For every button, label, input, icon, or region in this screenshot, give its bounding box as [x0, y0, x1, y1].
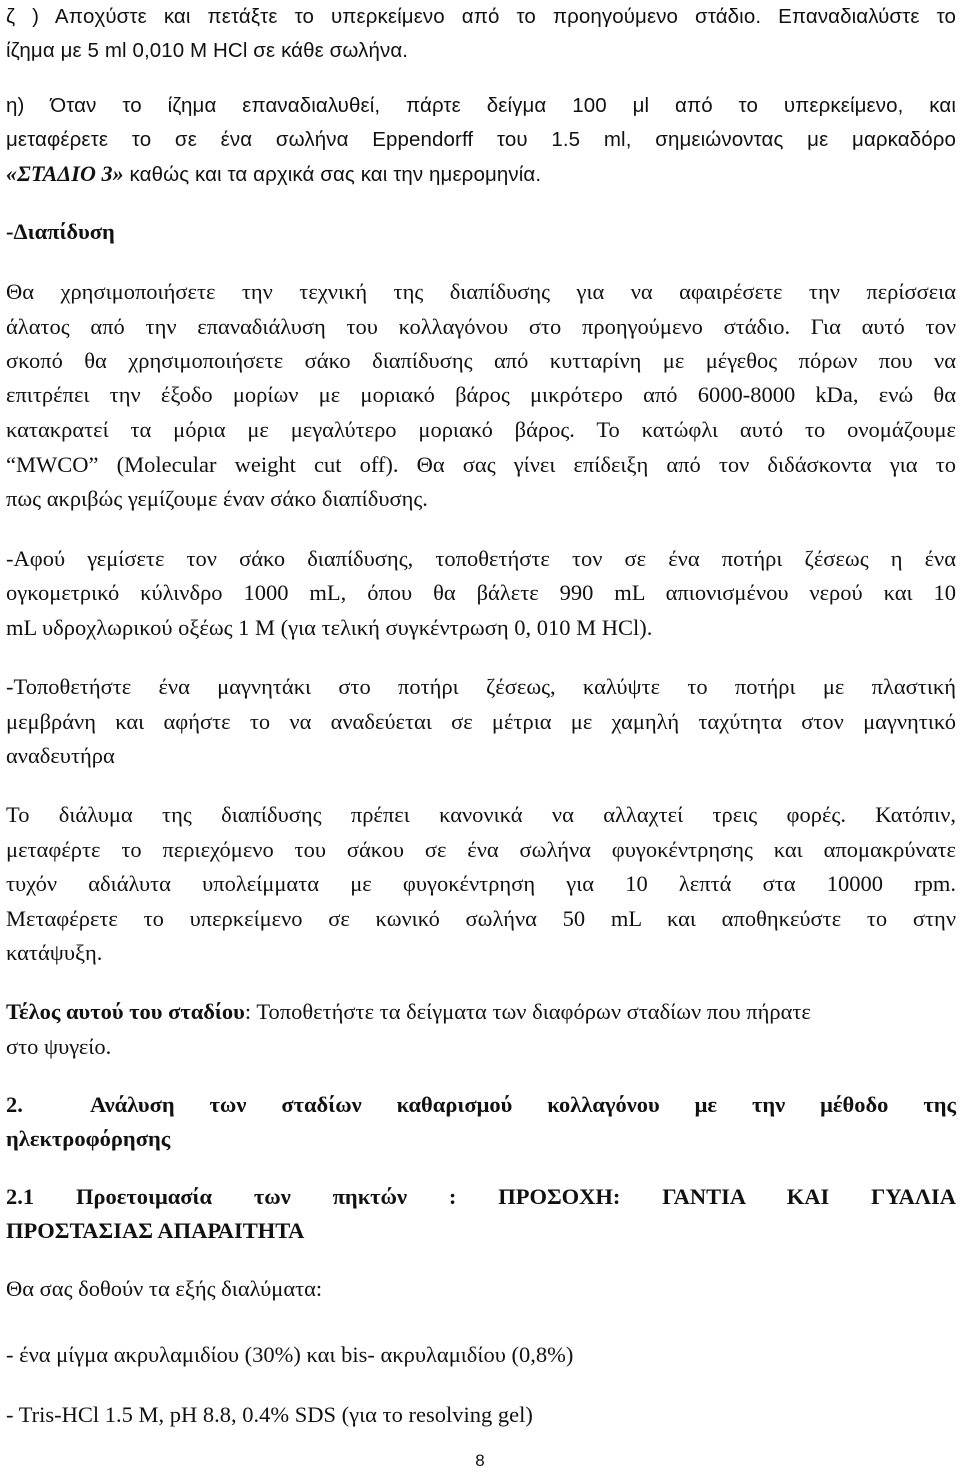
step-h-line-3-text: καθώς και τα αρχικά σας και την ημερομηνία.	[123, 163, 542, 186]
change-solution-line-4: Μεταφέρετε το υπερκείμενο σε κωνικό σωλήνα 50 mL και αποθηκεύστε το στην	[6, 906, 956, 931]
dialysis-paragraph-line-3: σκοπό θα χρησιμοποιήσετε σάκο διαπίδυσης από κυτταρίνη με μέγεθος πόρων που να	[6, 348, 956, 373]
solutions-intro: Θα σας δοθούν τα εξής διαλύματα:	[6, 1276, 323, 1301]
step-z-line-1: ζ ) Απoχύστε και πετάξτε το υπερκείμενο από το προηγούμενο στάδιο. Επαναδιαλύστε το	[6, 5, 956, 28]
section-2-title: Ανάλυση των σταδίων καθαρισμού κολλαγόνου με την μέθοδο της	[90, 1092, 956, 1117]
stir-bar-line-3: αναδευτήρα	[6, 743, 115, 768]
section-2-1-heading-line-1: 2.1 Προετοιμασία των πηκτών : ΠΡΟΣΟΧΗ: ΓΑΝΤΙΑ ΚΑΙ ΓΥΑΛΙΑ	[6, 1184, 956, 1209]
solution-item-acrylamide: - ένα μίγμα ακρυλαμιδίου (30%) και bis- ακρυλαμιδίου (0,8%)	[6, 1342, 574, 1367]
end-of-stage-text: : Τοποθετήστε τα δείγματα των διαφόρων σταδίων που πήρατε	[244, 999, 811, 1024]
stir-bar-line-2: μεμβράνη και αφήστε το να αναδεύεται σε μέτρια με χαμηλή ταχύτητα στον μαγνητικό	[6, 709, 956, 734]
step-h-line-3	[6, 157, 956, 192]
dialysis-paragraph-line-1: Θα χρησιμοποιήσετε την τεχνική της διαπίδυσης για να αφαιρέσετε την περίσσεια	[6, 279, 956, 304]
change-solution-line-3: τυχόν αδιάλυτα υπολείμματα με φυγοκέντρηση για 10 λεπτά στα 10000 rpm.	[6, 871, 956, 896]
stage-3-label: «ΣΤΑΔΙΟ 3»	[6, 161, 124, 186]
step-h-line-1: η) Όταν το ίζημα επαναδιαλυθεί, πάρτε δείγμα 100 μl από το υπερκείμενο, και	[6, 94, 956, 117]
section-2-number: 2.	[6, 1092, 23, 1117]
fill-bag-line-2: ογκομετρικό κύλινδρο 1000 mL, όπου θα βάλετε 990 mL απιονισμένου νερού και 10	[6, 580, 956, 605]
fill-bag-line-1: -Αφού γεμίσετε τον σάκο διαπίδυσης, τοποθετήστε τον σε ένα ποτήρι ζέσεως η ένα	[6, 546, 956, 571]
end-of-stage-label: Τέλος αυτού του σταδίου	[6, 999, 245, 1024]
end-of-stage-line-1	[6, 995, 956, 1029]
end-of-stage-line-2: στο ψυγείο.	[6, 1034, 112, 1059]
dialysis-paragraph-line-5: κατακρατεί τα μόρια με μεγαλύτερο μοριακό βάρος. Το κατώφλι αυτό το ονομάζουμε	[6, 417, 956, 442]
step-h-line-2: μεταφέρετε το σε ένα σωλήνα Eppendorff του 1.5 ml, σημειώνοντας με μαρκαδόρο	[6, 128, 956, 151]
page-number: 8	[475, 1451, 485, 1470]
stir-bar-line-1: -Τοποθετήστε ένα μαγνητάκι στο ποτήρι ζέσεως, καλύψτε το ποτήρι με πλαστική	[6, 674, 956, 699]
change-solution-line-2: μεταφέρτε το περιεχόμενο του σάκου σε ένα σωλήνα φυγοκέντρησης και απομακρύνατε	[6, 837, 956, 862]
dialysis-paragraph-line-7: πως ακριβώς γεμίζουμε έναν σάκο διαπίδυσης.	[6, 486, 428, 511]
step-z-line-2: ίζημα με 5 ml 0,010 M HCl σε κάθε σωλήνα.	[6, 39, 409, 62]
change-solution-line-1: Το διάλυμα της διαπίδυσης πρέπει κανονικά να αλλαχτεί τρεις φορές. Κατόπιν,	[6, 802, 956, 827]
dialysis-paragraph-line-2: άλατος από την επαναδιάλυση του κολλαγόνου στο προηγούμενο στάδιο. Για αυτό τον	[6, 314, 956, 339]
solution-item-tris-hcl: - Tris-HCl 1.5 M, pH 8.8, 0.4% SDS (για το resolving gel)	[6, 1402, 533, 1427]
dialysis-paragraph-line-4: επιτρέπει την έξοδο μορίων με μοριακό βάρος μικρότερο από 6000-8000 kDa, ενώ θα	[6, 382, 956, 407]
section-2-1-heading-line-2: ΠΡΟΣΤΑΣΙΑΣ ΑΠΑΡΑΙΤΗΤΑ	[6, 1218, 305, 1243]
section-2-heading-line-1	[6, 1088, 956, 1122]
dialysis-paragraph-line-6: “MWCO” (Molecular weight cut off). Θα σας γίνει επίδειξη από τον διδάσκοντα για το	[6, 452, 956, 477]
section-heading-dialysis: -Διαπίδυση	[6, 219, 115, 244]
section-2-heading-line-2: ηλεκτροφόρησης	[6, 1126, 171, 1151]
fill-bag-line-3: mL υδροχλωρικού οξέως 1 Μ (για τελική συγκέντρωση 0, 010 Μ HCl).	[6, 615, 653, 640]
change-solution-line-5: κατάψυξη.	[6, 940, 103, 965]
